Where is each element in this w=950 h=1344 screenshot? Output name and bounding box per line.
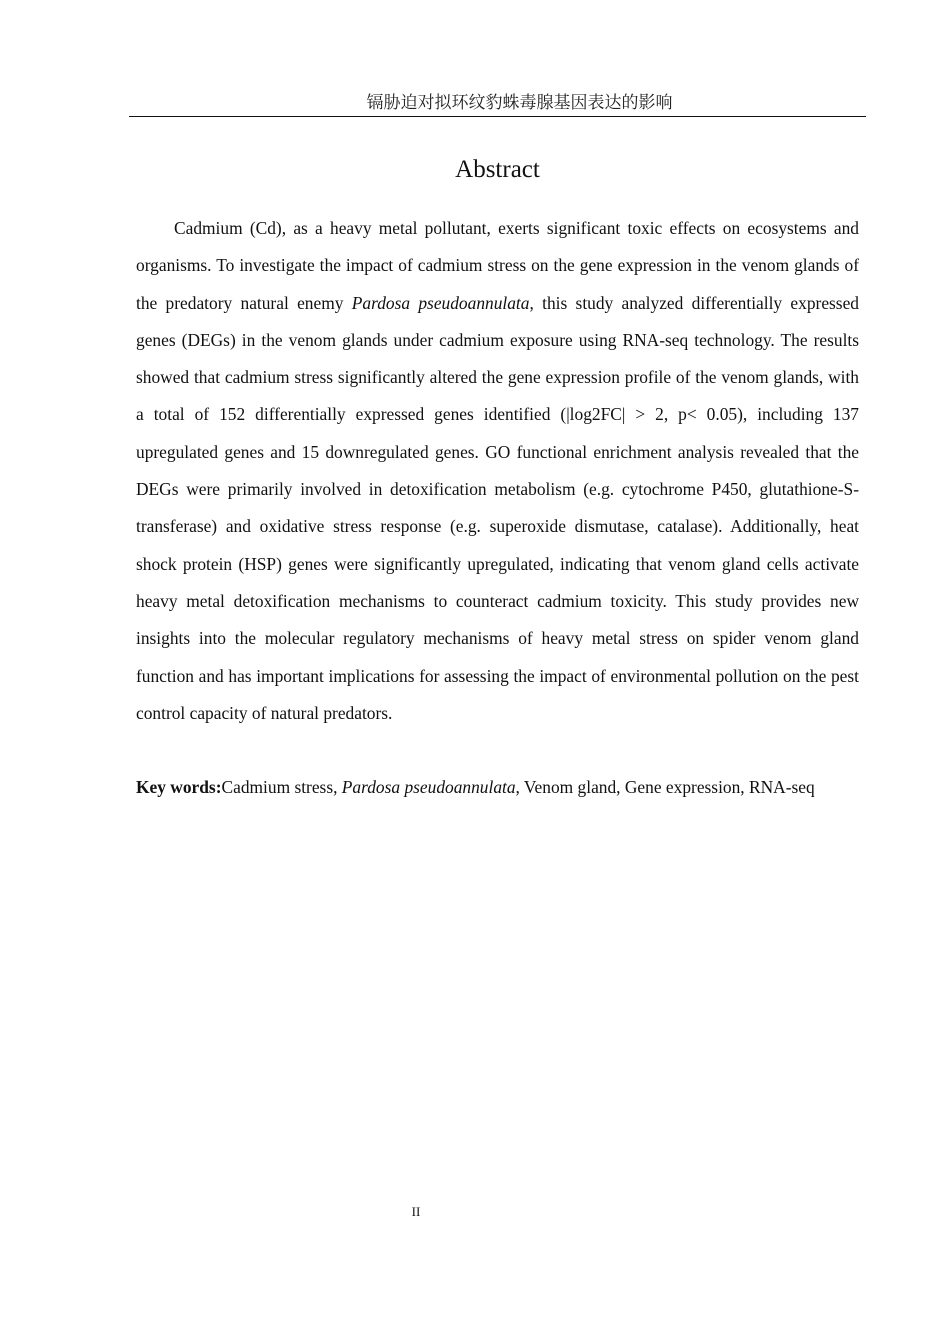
header-title: 镉胁迫对拟环纹豹蛛毒腺基因表达的影响: [366, 93, 673, 113]
keywords-line: [136, 769, 859, 806]
page-number: II: [411, 1204, 421, 1219]
abstract-paragraph: [136, 210, 859, 732]
abstract-title: Abstract: [455, 156, 540, 183]
keywords-species-name: Pardosa pseudoannulata: [341, 777, 516, 797]
abstract-species-name: Pardosa pseudoannulata: [351, 292, 530, 313]
keywords-label: Key words:: [136, 777, 222, 797]
keywords-part1: Cadmium stress,: [221, 777, 342, 797]
abstract-text-part1: Cadmium (Cd), as a heavy metal pollutant, exerts significant toxic effects on ecosystems and organisms. To investigate the impact of cadmium stress on the gene expression in the venom glands of the predatory natural enemy: [136, 218, 859, 313]
page-header: [129, 92, 866, 117]
abstract-text-part2: , this study analyzed differentially expressed genes (DEGs) in the venom glands under cadmium exposure using RNA-seq technology. The results showed that cadmium stress significantly altered the gene expression profile of the venom glands, with a total of 152 differentially expressed genes identified (|log2FC| > 2, p< 0.05), including 137 upregulated genes and 15 downregulated genes. GO functional enrichment analysis revealed that the DEGs were primarily involved in detoxification metabolism (e.g. cytochrome P450, glutathione-S-transferase) and oxidative stress response (e.g. superoxide dismutase, catalase). Additionally, heat shock protein (HSP) genes were significantly upregulated, indicating that venom gland cells activate heavy metal detoxification mechanisms to counteract cadmium toxicity. This study provides new insights into the molecular regulatory mechanisms of heavy metal stress on spider venom gland function and has important implications for assessing the impact of environmental pollution on the pest control capacity of natural predators.: [136, 292, 859, 723]
keywords-part2: , Venom gland, Gene expression, RNA-seq: [515, 777, 815, 797]
